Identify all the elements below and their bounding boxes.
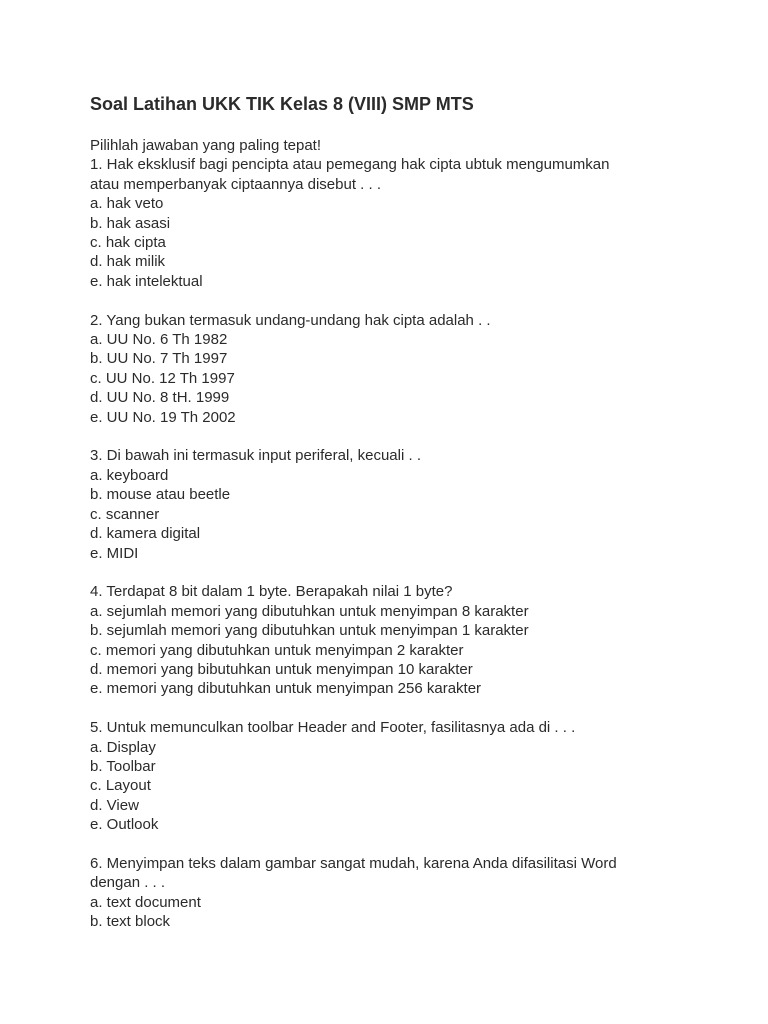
- question-1: [90, 155, 730, 291]
- question-text: atau memperbanyak ciptaannya disebut . . .: [90, 175, 382, 193]
- question-text: dengan . . .: [90, 874, 166, 892]
- question-text: 1. Hak eksklusif bagi pencipta atau pemegang hak cipta ubtuk mengumumkan: [90, 156, 610, 174]
- answer-option: c. memori yang dibutuhkan untuk menyimpan 2 karakter: [90, 641, 464, 659]
- question-text: 3. Di bawah ini termasuk input periferal, kecuali . .: [90, 447, 421, 465]
- answer-option: d. memori yang bibutuhkan untuk menyimpan 10 karakter: [90, 660, 473, 678]
- answer-option: b. hak asasi: [90, 214, 171, 232]
- answer-option: a. sejumlah memori yang dibutuhkan untuk menyimpan 8 karakter: [90, 602, 529, 620]
- instructions-text: Pilihlah jawaban yang paling tepat!: [90, 137, 321, 154]
- answer-option: d. kamera digital: [90, 525, 201, 543]
- question-3: [90, 446, 730, 562]
- answer-option: b. UU No. 7 Th 1997: [90, 350, 228, 368]
- answer-option: b. text block: [90, 913, 171, 931]
- answer-option: a. keyboard: [90, 466, 169, 484]
- answer-option: e. Outlook: [90, 816, 159, 834]
- question-4: [90, 582, 730, 698]
- answer-option: d. View: [90, 796, 139, 814]
- question-text: 2. Yang bukan termasuk undang-undang hak cipta adalah . .: [90, 311, 491, 329]
- question-text: 5. Untuk memunculkan toolbar Header and Footer, fasilitasnya ada di . . .: [90, 719, 576, 737]
- question-text: 6. Menyimpan teks dalam gambar sangat mudah, karena Anda difasilitasi Word: [90, 854, 617, 872]
- answer-option: c. hak cipta: [90, 234, 166, 252]
- question-2: [90, 311, 730, 427]
- answer-option: c. scanner: [90, 505, 160, 523]
- answer-option: d. UU No. 8 tH. 1999: [90, 389, 230, 407]
- answer-option: a. text document: [90, 893, 201, 911]
- answer-option: e. memori yang dibutuhkan untuk menyimpan 256 karakter: [90, 680, 482, 698]
- answer-option: b. Toolbar: [90, 757, 156, 775]
- question-6: [90, 854, 730, 932]
- answer-option: d. hak milik: [90, 253, 166, 271]
- answer-option: e. UU No. 19 Th 2002: [90, 408, 236, 426]
- document-title: Soal Latihan UKK TIK Kelas 8 (VIII) SMP MTS: [90, 94, 474, 114]
- answer-option: e. hak intelektual: [90, 272, 203, 290]
- answer-option: c. Layout: [90, 777, 151, 795]
- answer-option: a. Display: [90, 738, 156, 756]
- document-body: [90, 136, 730, 951]
- answer-option: e. MIDI: [90, 544, 139, 562]
- question-text: 4. Terdapat 8 bit dalam 1 byte. Berapakah nilai 1 byte?: [90, 583, 453, 601]
- answer-option: b. mouse atau beetle: [90, 486, 231, 504]
- question-5: [90, 718, 730, 834]
- answer-option: a. UU No. 6 Th 1982: [90, 331, 228, 349]
- answer-option: b. sejumlah memori yang dibutuhkan untuk menyimpan 1 karakter: [90, 622, 529, 640]
- answer-option: a. hak veto: [90, 195, 164, 213]
- answer-option: c. UU No. 12 Th 1997: [90, 369, 235, 387]
